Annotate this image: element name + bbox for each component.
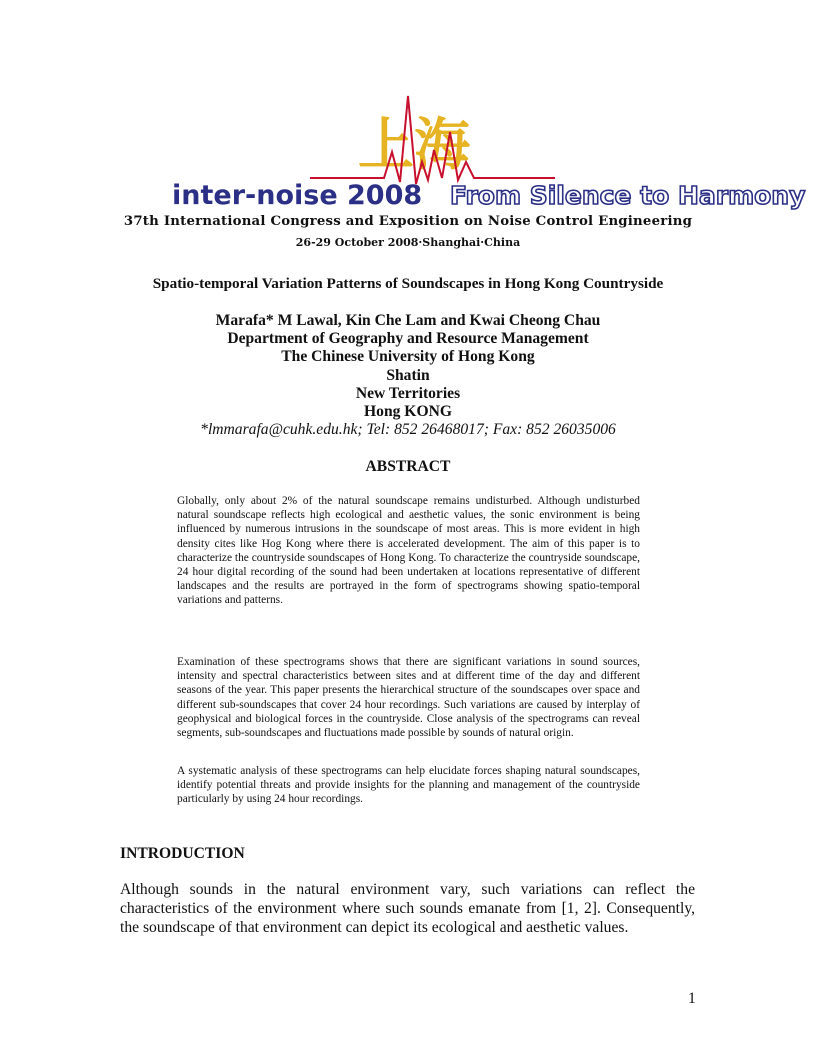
logo-brand: inter-noise 2008 xyxy=(172,180,423,211)
congress-title: 37th International Congress and Exposition on Noise Control Engineering xyxy=(123,214,693,229)
university: The Chinese University of Hong Kong xyxy=(281,348,535,365)
paper-title: Spatio-temporal Variation Patterns of Soundscapes in Hong Kong Countryside xyxy=(152,275,664,292)
logo-city-chars: 上海 xyxy=(358,113,470,178)
page-number: 1 xyxy=(688,990,696,1007)
department: Department of Geography and Resource Management xyxy=(227,330,589,347)
congress-dates: 26-29 October 2008·Shanghai·China xyxy=(295,236,521,249)
abstract-paragraph: Globally, only about 2% of the natural soundscape remains undisturbed. Although undisturbed natural soundscape reflects high ecological and aesthetic values, the sonic environment is being influenced by numerous intrusions in the soundscape of most areas. This is more evident in high density cites like Hog Kong where there is accelerated development. The aim of this paper is to characterize the countryside soundscapes of Hong Kong. To characterize the countryside soundscape, 24 hour digital recording of the sound had been undertaken at locations representative of different landscapes and the results are portrayed in the form of spectrograms showing spatio-temporal variations and patterns. xyxy=(177,495,640,607)
logo-tagline: From Silence to Harmony xyxy=(450,181,806,210)
address-line: Shatin xyxy=(386,367,430,384)
address-line: Hong KONG xyxy=(364,403,452,420)
introduction-paragraph: Although sounds in the natural environment vary, such variations can reflect the characteristics of the environment where such sounds emanate from [1, 2]. Consequently, the soundscape of that environment can depict its ecological and aesthetic values. xyxy=(120,881,695,936)
introduction-heading: INTRODUCTION xyxy=(120,845,245,862)
abstract-paragraph: Examination of these spectrograms shows that there are significant variations in sound sources, intensity and spectral characteristics between sites and at different time of the day and different seasons of the year. This paper presents the hierarchical structure of the soundscapes over space and different sub-soundscapes that cover 24 hour recordings. Such variations are caused by interplay of geophysical and biological forces in the countryside. Close analysis of the spectrograms can reveal segments, sub-soundscapes and fluctuations made possible by sounds of natural origin. xyxy=(177,656,640,740)
address-line: New Territories xyxy=(355,385,461,402)
authors: Marafa* M Lawal, Kin Che Lam and Kwai Cheong Chau xyxy=(215,312,601,329)
abstract-heading: ABSTRACT xyxy=(365,458,451,475)
contact-info: *lmmarafa@cuhk.edu.hk; Tel: 852 26468017; Fax: 852 26035006 xyxy=(200,421,616,438)
conference-logo xyxy=(170,92,806,216)
abstract-paragraph: A systematic analysis of these spectrograms can help elucidate forces shaping natural soundscapes, identify potential threats and provide insights for the planning and management of the countryside particularly by using 24 hour recordings. xyxy=(177,765,640,806)
